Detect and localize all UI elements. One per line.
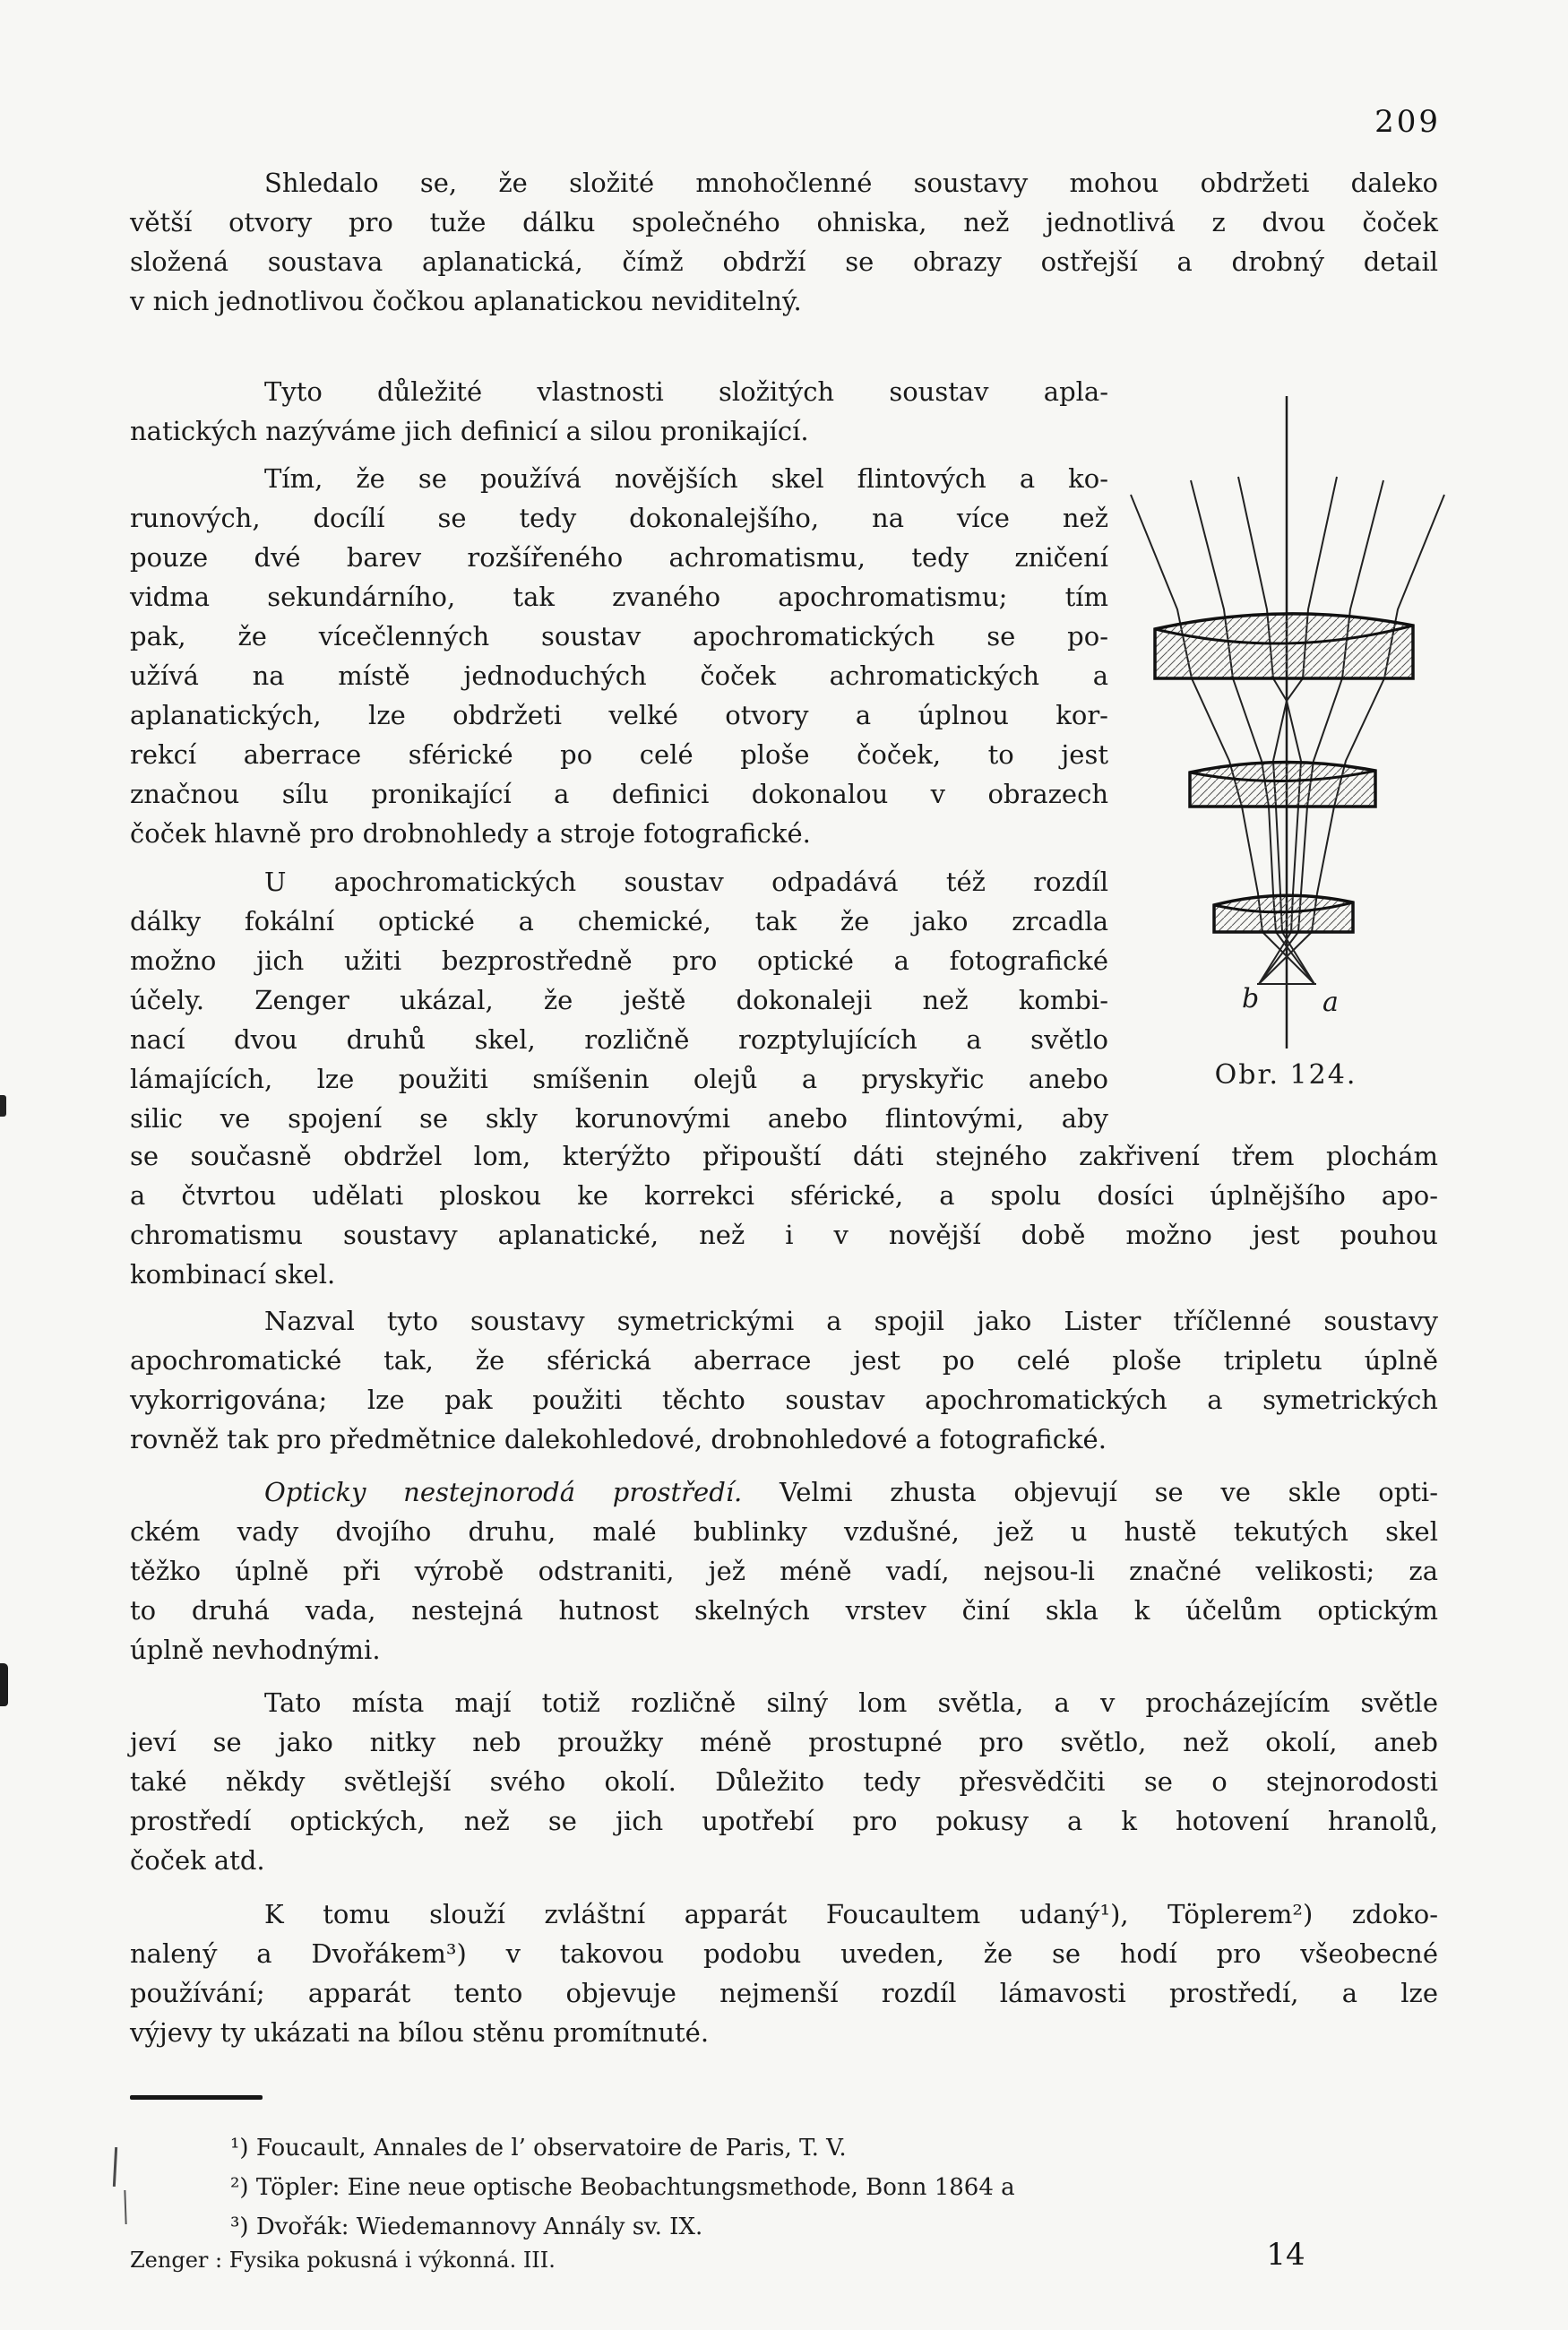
text-line: možno jich užiti bezprostředně pro optické a fotografické — [130, 945, 1108, 976]
text-line: silic ve spojení se skly korunovými anebo flintovými, aby — [130, 1103, 1108, 1134]
text-line: kombinací skel. — [130, 1259, 336, 1290]
sheet-number: 14 — [1266, 2237, 1305, 2273]
text-line: užívá na místě jednoduchých čoček achromatických a — [130, 660, 1108, 691]
footnote-1 — [130, 2131, 1438, 2165]
text-line: apochromatické tak, že sférická aberrace jest po celé ploše tripletu úplně — [130, 1345, 1438, 1376]
lead-in-rest: Velmi zhusta objevují se ve skle opti- — [742, 1477, 1439, 1507]
text-line: úplně nevhodnými. — [130, 1635, 381, 1665]
paragraph-7 — [130, 1683, 1438, 1880]
lens-2 — [1190, 762, 1375, 807]
optical-rays-diagram — [1111, 385, 1532, 1111]
lens-1 — [1155, 614, 1413, 678]
text-line: jeví se jako nitky neb proužky méně prostupné pro světlo, než okolí, aneb — [130, 1727, 1438, 1757]
text-line: rekcí aberrace sférické po celé ploše čoček, to jest — [130, 739, 1108, 770]
text-line: se současně obdržel lom, kterýžto připouští dáti stejného zakřivení třem plochám — [130, 1141, 1438, 1171]
paragraph-2 — [130, 372, 1108, 451]
text-line: lámajících, lze použiti smíšenin olejů a pryskyřic anebo — [130, 1064, 1108, 1094]
text-line: složená soustava aplanatická, čímž obdrží se obrazy ostřejší a drobný detail — [130, 246, 1438, 277]
footnote-text: ²) Töpler: Eine neue optische Beobachtungsmethode, Bonn 1864 a — [230, 2174, 1015, 2201]
text-line: Tyto důležité vlastnosti složitých soustav apla- — [264, 376, 1108, 407]
paragraph-5 — [130, 1301, 1438, 1459]
text-line: pouze dvé barev rozšířeného achromatismu, tedy zničení — [130, 542, 1108, 573]
text-line: to druhá vada, nestejná hutnost skelných vrstev činí skla k účelům optickým — [130, 1595, 1438, 1626]
scan-ink-blob — [0, 1663, 8, 1706]
paragraph-4-full — [130, 1136, 1438, 1294]
focus-label-b: b — [1242, 983, 1260, 1014]
text-line: vidma sekundárního, tak zvaného apochromatismu; tím — [130, 582, 1108, 612]
paragraph-1 — [130, 163, 1438, 321]
text-line: pak, že vícečlenných soustav apochromatických se po- — [130, 621, 1108, 652]
footnote-text: ¹) Foucault, Annales de l’ observatoire de Paris, T. V. — [230, 2135, 847, 2162]
focus-label-a: a — [1322, 987, 1339, 1018]
text-line: vykorrigována; lze pak použiti těchto soustav apochromatických a symetrických — [130, 1385, 1438, 1415]
footnote-separator-rule — [130, 2095, 263, 2100]
text-line: Nazval tyto soustavy symetrickými a spojil jako Lister tříčlenné soustavy — [264, 1306, 1438, 1336]
text-line: rovněž tak pro předmětnice dalekohledové, drobnohledové a fotografické. — [130, 1424, 1107, 1454]
text-line: v nich jednotlivou čočkou aplanatickou neviditelný. — [130, 286, 802, 316]
text-line: čoček atd. — [130, 1845, 265, 1876]
paragraph-6 — [130, 1472, 1438, 1670]
text-line: nalený a Dvořákem³) v takovou podobu uveden, že se hodí pro všeobecné — [130, 1938, 1438, 1969]
footnote-2 — [130, 2170, 1438, 2205]
text-line: čoček hlavně pro drobnohledy a stroje fotografické. — [130, 818, 811, 849]
text-line: účely. Zenger ukázal, že ještě dokonaleji než kombi- — [130, 985, 1108, 1015]
text-line: aplanatických, lze obdržeti velké otvory a úplnou kor- — [130, 700, 1108, 730]
text-line: používání; apparát tento objevuje nejmenší rozdíl lámavosti prostředí, a lze — [130, 1978, 1438, 2008]
text-line: K tomu slouží zvláštní apparát Foucaultem udaný¹), Töplerem²) zdoko- — [264, 1899, 1438, 1929]
paragraph-3 — [130, 459, 1108, 853]
text-line: nací dvou druhů skel, rozličně rozptylujících a světlo — [130, 1024, 1108, 1055]
paragraph-8 — [130, 1894, 1438, 2052]
text-line: větší otvory pro tuže dálku společného ohniska, než jednotlivá z dvou čoček — [130, 207, 1438, 237]
page-number: 209 — [1374, 104, 1441, 140]
text-line: značnou sílu pronikající a definici dokonalou v obrazech — [130, 779, 1108, 809]
text-line: ckém vady dvojího druhu, malé bublinky vzdušné, jež u hustě tekutých skel — [130, 1516, 1438, 1547]
running-footer-signature: Zenger : Fysika pokusná i výkonná. III. — [130, 2248, 556, 2273]
scan-scratch-mark — [113, 2147, 117, 2187]
lens-diagram-figure — [1111, 385, 1532, 1111]
text-line: výjevy ty ukázati na bílou stěnu promítnuté. — [130, 2017, 710, 2048]
text-line: prostředí optických, než se jich upotřebí pro pokusy a k hotovení hranolů, — [130, 1806, 1438, 1836]
text-line: natických nazýváme jich definicí a silou pronikající. — [130, 416, 809, 446]
scan-ink-blob — [0, 1095, 6, 1117]
text-line: Tato místa mají totiž rozličně silný lom světla, a v procházejícím světle — [264, 1687, 1438, 1718]
text-line: runových, docílí se tedy dokonalejšího, na více než — [130, 503, 1108, 533]
text-line: dálky fokální optické a chemické, tak že jako zrcadla — [130, 906, 1108, 936]
text-line: těžko úplně při výrobě odstraniti, jež méně vadí, nejsou-li značné velikosti; za — [130, 1556, 1438, 1586]
text-line: a čtvrtou udělati ploskou ke korrekci sférické, a spolu dosíci úplnějšího apo- — [130, 1180, 1438, 1211]
text-line: U apochromatických soustav odpadává též rozdíl — [264, 867, 1108, 897]
text-line: také někdy světlejší svého okolí. Důležito tedy přesvědčiti se o stejnorodosti — [130, 1766, 1438, 1797]
text-line: Shledalo se, že složité mnohočlenné soustavy mohou obdržeti daleko — [264, 168, 1438, 198]
figure-caption: Obr. 124. — [1214, 1059, 1357, 1091]
scan-scratch-mark — [124, 2190, 126, 2224]
text-line: chromatismu soustavy aplanatické, než i v novější době možno jest pouhou — [130, 1220, 1438, 1250]
text-line: Tím, že se používá novějších skel flintových a ko- — [264, 463, 1108, 494]
italic-lead-in: Opticky nestejnorodá prostředí. — [264, 1477, 743, 1507]
lens-3 — [1214, 895, 1353, 932]
footnote-text: ³) Dvořák: Wiedemannovy Annály sv. IX. — [230, 2214, 703, 2240]
text-line — [130, 1472, 1438, 1512]
paragraph-4-narrow — [130, 862, 1108, 1138]
